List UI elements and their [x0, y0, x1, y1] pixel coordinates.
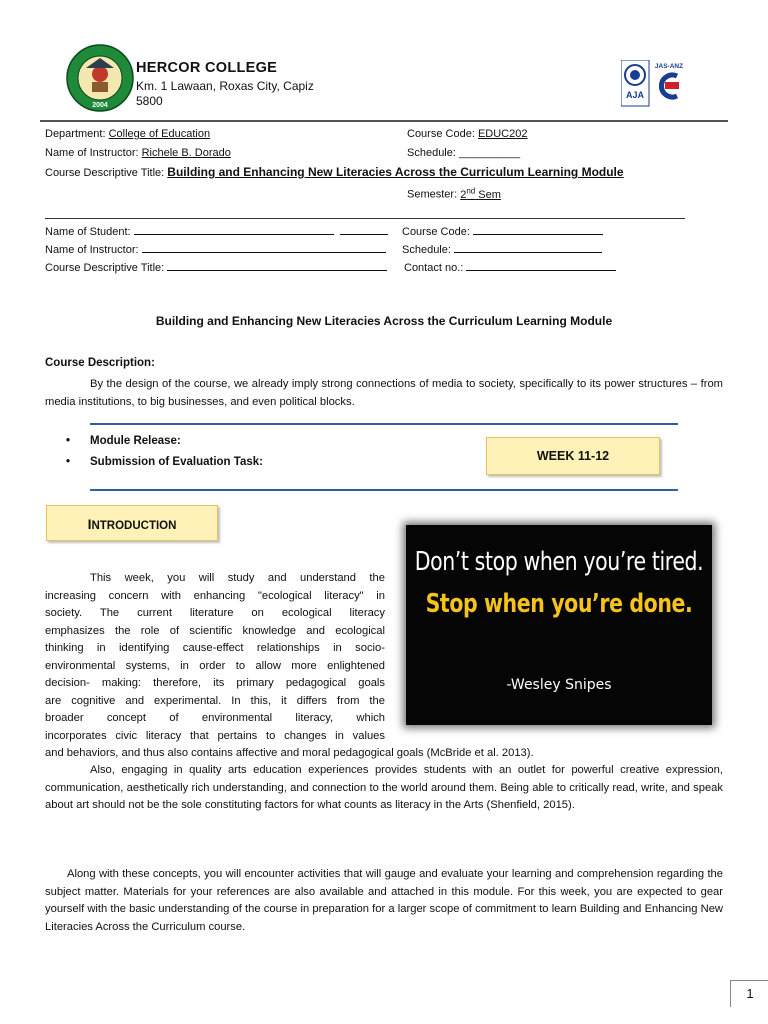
schedule-rule-bottom: [90, 489, 678, 491]
student-name-label: Name of Student:: [45, 226, 131, 238]
student-instructor-label: Name of Instructor:: [45, 244, 139, 256]
department-row: [45, 128, 210, 140]
introduction-paragraph-1: [45, 570, 385, 745]
schedule-row: [407, 147, 520, 159]
intro-line: This week, you will study and understand the: [90, 572, 385, 584]
department-value: College of Education: [108, 128, 211, 140]
bullet-icon: •: [66, 435, 71, 447]
schedule-item-submission: [66, 456, 263, 468]
college-name: HERCOR COLLEGE: [136, 60, 278, 76]
introduction-banner: [46, 505, 218, 541]
submission-label: Submission of Evaluation Task:: [90, 456, 263, 468]
section-divider: [45, 218, 685, 219]
student-schedule-label: Schedule:: [402, 244, 451, 256]
schedule-rule-top: [90, 423, 678, 425]
intro-line: broader concept of environmental literacy, which: [45, 712, 385, 724]
student-instructor-field[interactable]: [142, 241, 386, 253]
introduction-paragraph-2: Also, engaging in quality arts education experiences provides students with an outlet for powerful creative expression, communication, aesthetically rich understanding, and connection to the world around them. Being able to critically read, write, and speak about art should not be the sole constituting factors for what counts as literacy in the Arts (Shenfield, 2015).: [45, 764, 723, 811]
student-contact-label: Contact no.:: [404, 262, 464, 274]
quote-line1: Don’t stop when you’re tired.: [414, 546, 704, 576]
course-title-label: Course Descriptive Title:: [45, 167, 165, 179]
intro-line: environmental systems, in order to allow more enlightened: [45, 659, 385, 672]
intro-line: decision- making: therefore, its primary pedagogical goals: [45, 677, 385, 689]
course-description-text: By the design of the course, we already imply strong connections of media to society, specifically to its power structures – from media institutions, to big businesses, and even political blocks.: [45, 378, 723, 408]
certification-logos: [621, 60, 687, 108]
student-schedule-row: [402, 241, 602, 256]
intro-line: emphasizes the role of scientific knowledge and ecological: [45, 624, 385, 637]
week-banner-text: WEEK 11-12: [536, 449, 610, 463]
page-number-box: [730, 980, 768, 1007]
student-code-field[interactable]: [473, 223, 603, 235]
schedule-item-module-release: [66, 435, 181, 447]
intro-line: increasing concern with enhancing "ecological literacy" in: [45, 589, 385, 602]
course-code-label: Course Code:: [407, 128, 475, 140]
student-title-row: [45, 259, 387, 274]
student-name-field-extra[interactable]: [340, 223, 388, 235]
week-banner: [486, 437, 660, 475]
semester-label: Semester:: [407, 188, 458, 201]
course-title-row: [45, 165, 624, 179]
course-description-heading: Course Description:: [45, 357, 155, 369]
schedule-value: __________: [459, 147, 521, 159]
student-name-field[interactable]: [134, 223, 334, 235]
student-instructor-row: [45, 241, 386, 256]
introduction-first-letter: I: [87, 516, 92, 532]
instructor-label: Name of Instructor:: [45, 147, 139, 159]
header-divider: [40, 120, 728, 122]
introduction-paragraph-3: Along with these concepts, you will encounter activities that will gauge and evaluate your learning and comprehension regarding the subject matter. Materials for your references are also available and attached in this module. For this week, you are expected to gear yourself with the basic understanding of the course in preparation for a larger scope of commitment to learn Building and Enhancing New Literacies Across the Curriculum course.: [45, 868, 723, 933]
student-title-field[interactable]: [167, 259, 387, 271]
instructor-row: [45, 147, 231, 159]
intro-line: thinking in identifying cause-effect relationships in socio-: [45, 642, 385, 654]
student-contact-row: [404, 259, 616, 274]
module-title: Building and Enhancing New Literacies Across the Curriculum Learning Module: [155, 314, 613, 328]
student-name-row: [45, 223, 388, 238]
address-line1: Km. 1 Lawaan, Roxas City, Capiz: [136, 79, 314, 93]
course-code-value: EDUC202: [477, 128, 528, 140]
quote-line2: Stop when you’re done.: [425, 588, 693, 618]
quote-author: -Wesley Snipes: [506, 677, 612, 693]
semester-suffix: Sem: [478, 188, 501, 201]
quote-image: [406, 525, 712, 725]
cert-aja-text: AJA: [625, 90, 645, 100]
semester-sup: nd: [466, 186, 476, 195]
course-title-value: Building and Enhancing New Literacies Across the Curriculum Learning Module: [167, 165, 624, 179]
student-title-label: Course Descriptive Title:: [45, 262, 165, 274]
intro-line: incorporates civic literacy that pertains to changes in values: [45, 729, 385, 742]
cert-jasanz-text: JAS-ANZ: [654, 63, 684, 70]
semester-row: [407, 186, 501, 201]
student-code-row: [402, 223, 603, 238]
student-code-label: Course Code:: [402, 226, 470, 238]
department-label: Department:: [45, 128, 106, 140]
address-line2: 5800: [136, 94, 163, 108]
introduction-paragraph-1-tail: and behaviors, and thus also contains affective and moral pedagogical goals (McBride et al. 2013).: [45, 747, 534, 759]
student-contact-field[interactable]: [466, 259, 616, 271]
schedule-label: Schedule:: [407, 147, 456, 159]
bullet-icon: •: [66, 456, 71, 468]
intro-line: are cognitive and experimental. In this, it differs from the: [45, 694, 385, 707]
student-schedule-field[interactable]: [454, 241, 602, 253]
logo-year: 2004: [92, 102, 108, 109]
instructor-value: Richele B. Dorado: [141, 147, 231, 159]
introduction-rest: NTRODUCTION: [91, 520, 177, 532]
semester-num: 2: [460, 188, 467, 201]
college-logo: [66, 44, 134, 112]
page-number: 1: [746, 986, 754, 1001]
course-code-row: [407, 128, 527, 140]
intro-line: society. The current literature on ecological literacy: [45, 607, 385, 619]
module-release-label: Module Release:: [90, 435, 181, 447]
